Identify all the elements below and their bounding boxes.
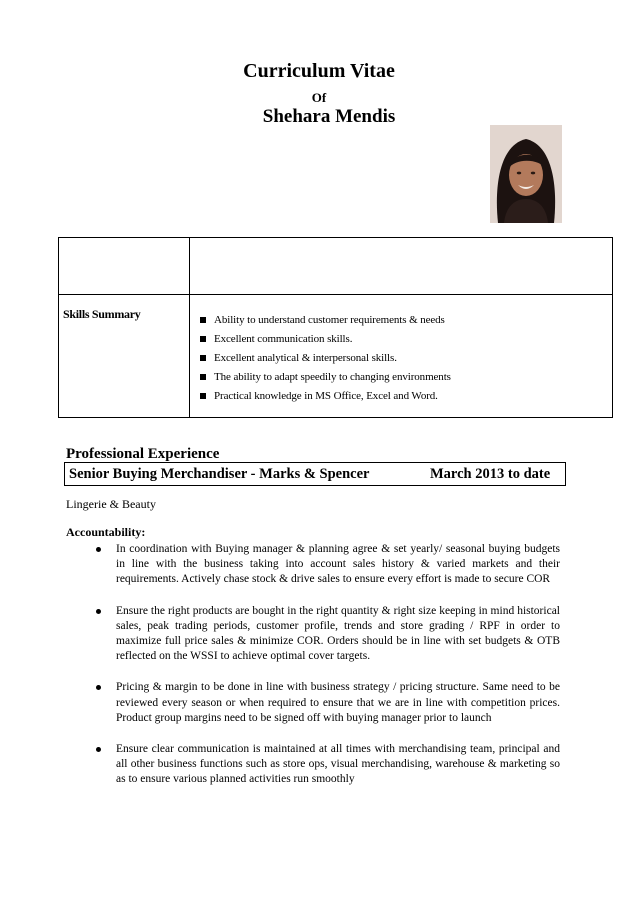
skill-item: The ability to adapt speedily to changing environments bbox=[200, 368, 612, 387]
department: Lingerie & Beauty bbox=[66, 497, 156, 511]
portrait-illustration bbox=[490, 125, 562, 223]
table-row bbox=[59, 238, 613, 295]
empty-cell bbox=[59, 238, 190, 295]
candidate-name: Shehara Mendis bbox=[262, 106, 396, 127]
role-date: March 2013 to date bbox=[430, 466, 551, 482]
skill-item: Practical knowledge in MS Office, Excel and Word. bbox=[200, 387, 612, 406]
skills-summary-label: Skills Summary bbox=[63, 307, 141, 321]
table-row bbox=[59, 295, 613, 418]
skills-list bbox=[190, 295, 612, 406]
list-item: Ensure the right products are bought in the right quantity & right size keeping in mind historical sales, peak trading periods, customer profile, trends and store grading / RPF in order to maximize full price sales & minimize COR. Orders should be in line with set budgets & OTB reflected on the WSSI to achieve optimal cover targets. bbox=[90, 604, 560, 665]
accountability-label: Accountability: bbox=[66, 525, 146, 539]
role-header-box bbox=[64, 462, 566, 486]
accountability-list bbox=[90, 542, 560, 804]
skills-list-cell bbox=[190, 295, 613, 418]
skill-item: Ability to understand customer requirements & needs bbox=[200, 311, 612, 330]
skill-item: Excellent analytical & interpersonal skills. bbox=[200, 349, 612, 368]
of-label: Of bbox=[311, 90, 327, 105]
role-title: Senior Buying Merchandiser - Marks & Spencer bbox=[69, 466, 370, 482]
list-item: In coordination with Buying manager & planning agree & set yearly/ seasonal buying budgets in line with the business taking into account sales history & varied markets and their requirements. Actively chase stock & drive sales to ensure every effort is made to secure COR bbox=[90, 542, 560, 588]
profile-table bbox=[58, 237, 613, 418]
profile-photo bbox=[490, 125, 562, 223]
list-item: Pricing & margin to be done in line with business strategy / pricing structure. Same need to be reviewed every season or when required to ensure that we are in line with competition prices. Product group margins need to be signed off with buying manager prior to launch bbox=[90, 680, 560, 726]
list-item: Ensure clear communication is maintained at all times with merchandising team, principal and all other business functions such as store ops, visual merchandising, warehouse & marketing so as to ensure various planned activities run smoothly bbox=[90, 742, 560, 788]
document-title: Curriculum Vitae bbox=[243, 60, 395, 82]
empty-cell bbox=[190, 238, 613, 295]
experience-heading: Professional Experience bbox=[66, 446, 220, 462]
skill-item: Excellent communication skills. bbox=[200, 330, 612, 349]
skills-label-cell bbox=[59, 295, 190, 418]
